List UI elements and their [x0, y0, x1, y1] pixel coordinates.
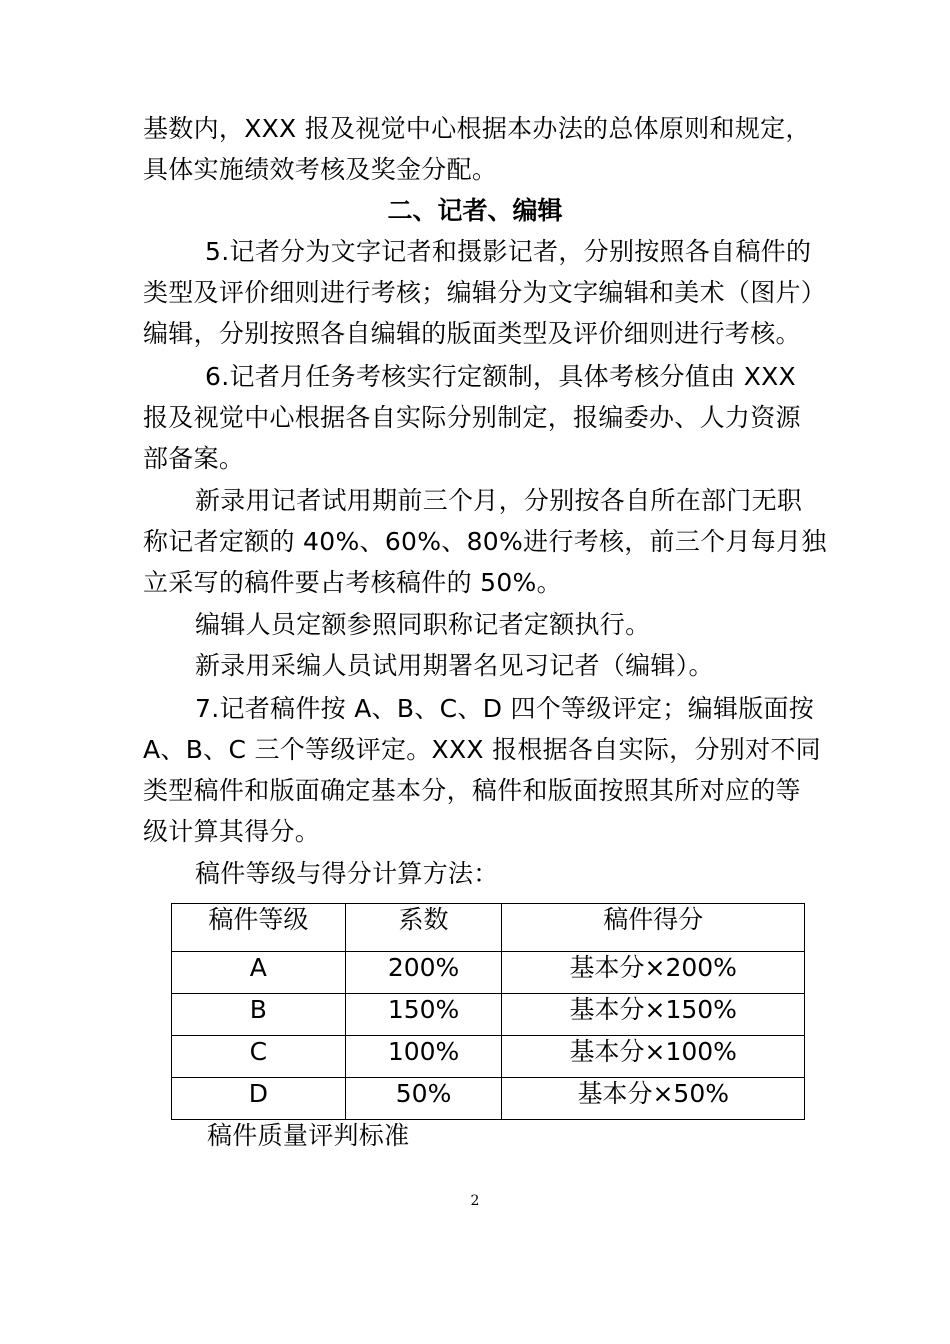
- table-cell: 150%: [345, 994, 502, 1036]
- table-row: [172, 1078, 805, 1120]
- table-caption: 稿件等级与得分计算方法：: [195, 859, 499, 888]
- text-line: 称记者定额的 40%、60%、80%进行考核，前三个月每月独: [143, 527, 827, 556]
- table-cell: D: [172, 1078, 346, 1120]
- subsection-label: 稿件质量评判标准: [207, 1121, 410, 1150]
- text-line: A、B、C 三个等级评定。XXX 报根据各自实际，分别对不同: [143, 735, 821, 764]
- table-cell: 基本分×150%: [502, 994, 805, 1036]
- table-cell: 基本分×50%: [502, 1078, 805, 1120]
- text-line: 基数内，XXX 报及视觉中心根据本办法的总体原则和规定，: [143, 114, 811, 143]
- text-line: 类型及评价细则进行考核；编辑分为文字编辑和美术（图片）: [143, 278, 827, 307]
- header-cell-grade: 稿件等级: [172, 904, 346, 952]
- table-cell: 基本分×100%: [502, 1036, 805, 1078]
- table-header-row: [172, 904, 805, 952]
- text-line: 立采写的稿件要占考核稿件的 50%。: [143, 568, 562, 597]
- table-row: [172, 994, 805, 1036]
- grade-table: [171, 903, 805, 1120]
- table-cell: 200%: [345, 952, 502, 994]
- table-cell: B: [172, 994, 346, 1036]
- text-line: 部备案。: [143, 444, 245, 473]
- text-line: 类型稿件和版面确定基本分，稿件和版面按照其所对应的等: [143, 776, 801, 805]
- text-line: 编辑，分别按照各自编辑的版面类型及评价细则进行考核。: [143, 319, 801, 348]
- table-cell: 100%: [345, 1036, 502, 1078]
- table-cell: 基本分×200%: [502, 952, 805, 994]
- page-number: 2: [470, 1193, 480, 1209]
- table-row: [172, 952, 805, 994]
- table-cell: 50%: [345, 1078, 502, 1120]
- text-line: 新录用记者试用期前三个月，分别按各自所在部门无职: [195, 486, 803, 515]
- text-line: 编辑人员定额参照同职称记者定额执行。: [195, 610, 651, 639]
- table-row: [172, 1036, 805, 1078]
- header-cell-score: 稿件得分: [502, 904, 805, 952]
- text-line: 具体实施绩效考核及奖金分配。: [143, 155, 498, 184]
- text-line: 新录用采编人员试用期署名见习记者（编辑）。: [195, 651, 714, 680]
- text-line: 报及视觉中心根据各自实际分别制定，报编委办、人力资源: [143, 403, 801, 432]
- header-cell-coefficient: 系数: [345, 904, 502, 952]
- text-line: 5.记者分为文字记者和摄影记者，分别按照各自稿件的: [205, 237, 812, 266]
- section-heading: 二、记者、编辑: [387, 196, 563, 225]
- text-line: 7.记者稿件按 A、B、C、D 四个等级评定；编辑版面按: [195, 694, 815, 723]
- text-line: 6.记者月任务考核实行定额制，具体考核分值由 XXX: [205, 362, 796, 391]
- table-cell: A: [172, 952, 346, 994]
- table-cell: C: [172, 1036, 346, 1078]
- text-line: 级计算其得分。: [143, 817, 321, 846]
